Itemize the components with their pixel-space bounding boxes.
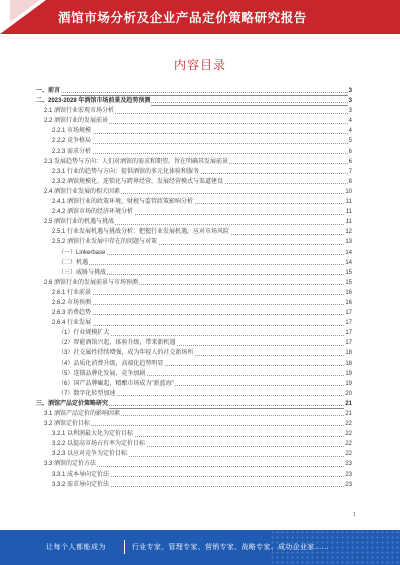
toc-entry-label: 2.2.1 市场规模 — [52, 126, 92, 136]
toc-entry[interactable] — [36, 470, 352, 480]
footer-banner — [0, 530, 400, 565]
toc-entry-page: 7 — [348, 167, 352, 177]
toc-entry[interactable] — [36, 429, 352, 439]
toc-entry-page: 14 — [344, 258, 352, 268]
toc-entry-label: （2）智能酒馆兴起，体验升级，带来新机遇 — [58, 338, 176, 348]
toc-entry-label: 2.4.1 酒馆行业的政策环境，财税与监管政策影响分析 — [52, 197, 194, 207]
toc-entry-label: （7）数字化转型加速 — [58, 389, 116, 399]
toc-entry[interactable] — [36, 419, 352, 429]
toc-entry[interactable] — [36, 298, 352, 308]
toc-entry-label: （4）品质化消费升级，高端化趋势明显 — [58, 359, 164, 369]
toc-entry-page: 23 — [344, 459, 352, 469]
toc-entry-page: 17 — [344, 308, 352, 318]
header-corner-accent — [10, 0, 40, 22]
toc-entry-page: 4 — [348, 116, 352, 126]
toc-entry-page: 22 — [344, 419, 352, 429]
toc-entry[interactable] — [36, 248, 352, 258]
toc-entry-page: 19 — [344, 379, 352, 389]
toc-entry-page: 11 — [345, 207, 352, 217]
toc-entry[interactable] — [36, 136, 352, 146]
toc-entry-label: 2.6.4 行业发展 — [52, 318, 92, 328]
toc-entry[interactable] — [36, 258, 352, 268]
toc-entry-page: 6 — [348, 157, 352, 167]
toc-entry[interactable] — [36, 106, 352, 116]
toc-entry-page: 19 — [344, 369, 352, 379]
toc-entry[interactable] — [36, 96, 352, 106]
toc-entry-page: 4 — [348, 126, 352, 136]
toc-leader-dots — [52, 304, 352, 305]
toc-leader-dots — [52, 143, 352, 144]
toc-entry-page: 18 — [344, 348, 352, 358]
toc-entry-page: 23 — [344, 480, 352, 490]
toc-heading: 内容目录 — [173, 58, 226, 72]
toc-entry[interactable] — [36, 308, 352, 318]
toc-entry-label: 3.3.1 成本导向定价法 — [52, 470, 110, 480]
page-number: 1 — [353, 512, 356, 518]
toc-entry-label: 3.2.3 以应对竞争为定价目标 — [52, 449, 128, 459]
toc-entry[interactable] — [36, 369, 352, 379]
toc-entry-page: 14 — [344, 248, 352, 258]
toc-leader-dots — [58, 264, 352, 265]
toc-entry[interactable] — [36, 197, 352, 207]
toc-entry[interactable] — [36, 86, 352, 96]
table-of-contents — [36, 86, 352, 490]
toc-entry-page: 21 — [344, 409, 352, 419]
toc-entry-label: 3.1 酒馆产品定价的影响因素 — [44, 409, 121, 419]
toc-entry-label: 2.2.3 需求分析 — [52, 147, 92, 157]
toc-leader-dots — [52, 133, 352, 134]
toc-leader-dots — [52, 314, 352, 315]
toc-entry[interactable] — [36, 227, 352, 237]
toc-entry-page: 3 — [348, 86, 352, 96]
toc-entry[interactable] — [36, 439, 352, 449]
toc-entry-label: 2.6.1 行业前景 — [52, 288, 92, 298]
toc-entry-page: 3 — [348, 106, 352, 116]
toc-entry[interactable] — [36, 126, 352, 136]
toc-entry-label: （二）机遇 — [58, 258, 89, 268]
toc-entry[interactable] — [36, 147, 352, 157]
toc-entry[interactable] — [36, 318, 352, 328]
toc-entry-page: 8 — [348, 177, 352, 187]
toc-entry[interactable] — [36, 409, 352, 419]
toc-entry[interactable] — [36, 459, 352, 469]
toc-entry-page: 17 — [344, 328, 352, 338]
toc-entry-page: 16 — [344, 288, 352, 298]
toc-entry-label: （三）威胁与挑战 — [58, 268, 107, 278]
toc-entry-page: 15 — [344, 278, 352, 288]
toc-entry[interactable] — [36, 157, 352, 167]
footer-divider — [124, 540, 125, 554]
toc-entry-page: 21 — [344, 399, 352, 409]
toc-entry-label: 二、2023-2028 年酒馆市场前景及趋势预测 — [36, 96, 151, 106]
toc-entry[interactable] — [36, 217, 352, 227]
toc-entry-page: 11 — [345, 217, 352, 227]
toc-leader-dots — [52, 294, 352, 295]
toc-entry[interactable] — [36, 338, 352, 348]
toc-entry[interactable] — [36, 288, 352, 298]
toc-entry-label: 2.5.2 酒馆行业发展中存在的问题与对策 — [52, 237, 158, 247]
header-banner — [0, 0, 400, 34]
toc-entry-page: 12 — [344, 227, 352, 237]
toc-entry-page: 22 — [344, 439, 352, 449]
toc-entry[interactable] — [36, 449, 352, 459]
toc-entry-page: 11 — [345, 197, 352, 207]
toc-entry-label: 3.2.1 以利润最大化为定价目标 — [52, 429, 134, 439]
toc-entry[interactable] — [36, 359, 352, 369]
toc-entry[interactable] — [36, 379, 352, 389]
toc-entry-page: 5 — [348, 136, 352, 146]
toc-entry-label: 2.6.3 消费趋势 — [52, 308, 92, 318]
toc-entry-label: 2.3 发展趋势与方向：人们对酒馆的需求和期望，旨在明确其发展前景 — [44, 157, 229, 167]
toc-entry-label: 2.5.1 行业发展机遇与挑战分析：把握行业发展机遇，应对市场风险 — [52, 227, 230, 237]
toc-entry[interactable] — [36, 278, 352, 288]
toc-entry-page: 17 — [344, 338, 352, 348]
toc-entry[interactable] — [36, 399, 352, 409]
toc-entry-label: 2.3.2 酒馆规模化、连锁化与跨界经营，发展经营模式与渠道建设 — [52, 177, 224, 187]
toc-entry[interactable] — [36, 177, 352, 187]
toc-entry-label: 三、酒馆产品定价策略研究 — [36, 399, 109, 409]
toc-entry-label: 2.4 酒馆行业发展的相关因素 — [44, 187, 121, 197]
toc-entry-page: 15 — [344, 268, 352, 278]
toc-entry-label: （一）Linkerbase — [58, 248, 106, 258]
toc-entry[interactable] — [36, 268, 352, 278]
toc-entry-label: 2.2 酒馆行业的发展前景 — [44, 116, 109, 126]
toc-entry[interactable] — [36, 207, 352, 217]
toc-entry[interactable] — [36, 389, 352, 399]
toc-entry-label: 2.1 酒馆行业宏观市场分析 — [44, 106, 115, 116]
toc-entry-page: 10 — [344, 187, 352, 197]
toc-entry[interactable] — [36, 167, 352, 177]
toc-entry-label: 3.2 酒馆定价目标 — [44, 419, 91, 429]
toc-entry-label: （3）社交属性持续增强，成为年轻人的社交新场所 — [58, 348, 194, 358]
toc-entry[interactable] — [36, 187, 352, 197]
report-title: 酒馆市场分析及企业产品定价策略研究报告 — [58, 11, 307, 25]
toc-entry[interactable] — [36, 348, 352, 358]
toc-entry-page: 22 — [344, 449, 352, 459]
toc-entry[interactable] — [36, 480, 352, 490]
toc-entry-label: 3.3 酒馆的定价方法 — [44, 459, 97, 469]
toc-entry-page: 16 — [344, 298, 352, 308]
toc-entry-page: 22 — [344, 429, 352, 439]
toc-entry[interactable] — [36, 237, 352, 247]
toc-entry-label: 2.2.2 竞争格局 — [52, 136, 92, 146]
toc-entry[interactable] — [36, 328, 352, 338]
toc-leader-dots — [36, 92, 352, 93]
toc-entry-label: （5）连锁品牌化发展，竞争加剧 — [58, 369, 146, 379]
toc-entry[interactable] — [36, 116, 352, 126]
toc-entry-page: 20 — [344, 389, 352, 399]
toc-leader-dots — [52, 325, 352, 326]
footer-roles: 行业专家、管理专家、营销专家、战略专家、成功企业家…… — [132, 544, 330, 551]
toc-entry-label: 一、前言 — [36, 86, 61, 96]
toc-entry-label: 2.6.2 市场预测 — [52, 298, 92, 308]
toc-entry-page: 6 — [348, 147, 352, 157]
toc-entry-label: 2.5 酒馆行业的机遇与挑战 — [44, 217, 115, 227]
toc-entry-label: 3.3.2 需求导向定价法 — [52, 480, 110, 490]
footer-slogan: 让每个人都能成为 — [46, 544, 106, 551]
toc-entry-page: 17 — [344, 318, 352, 328]
toc-entry-label: 2.6 酒馆行业的发展前景与市场预测 — [44, 278, 139, 288]
toc-entry-page: 13 — [344, 237, 352, 247]
toc-entry-label: 2.3.1 行业的趋势与方向：提供酒馆的多元化体验和服务 — [52, 167, 200, 177]
toc-entry-label: （6）国产品牌崛起，精酿市场成为"新蓝海" — [58, 379, 175, 389]
toc-entry-page: 18 — [344, 359, 352, 369]
toc-entry-label: （1）行业规模扩大 — [58, 328, 110, 338]
toc-entry-page: 3 — [348, 96, 352, 106]
toc-leader-dots — [52, 153, 352, 154]
toc-entry-label: 2.4.2 酒馆市场的经济环境分析 — [52, 207, 134, 217]
toc-entry-page: 23 — [344, 470, 352, 480]
toc-entry-label: 3.2.2 以提高市场占有率为定价目标 — [52, 439, 146, 449]
